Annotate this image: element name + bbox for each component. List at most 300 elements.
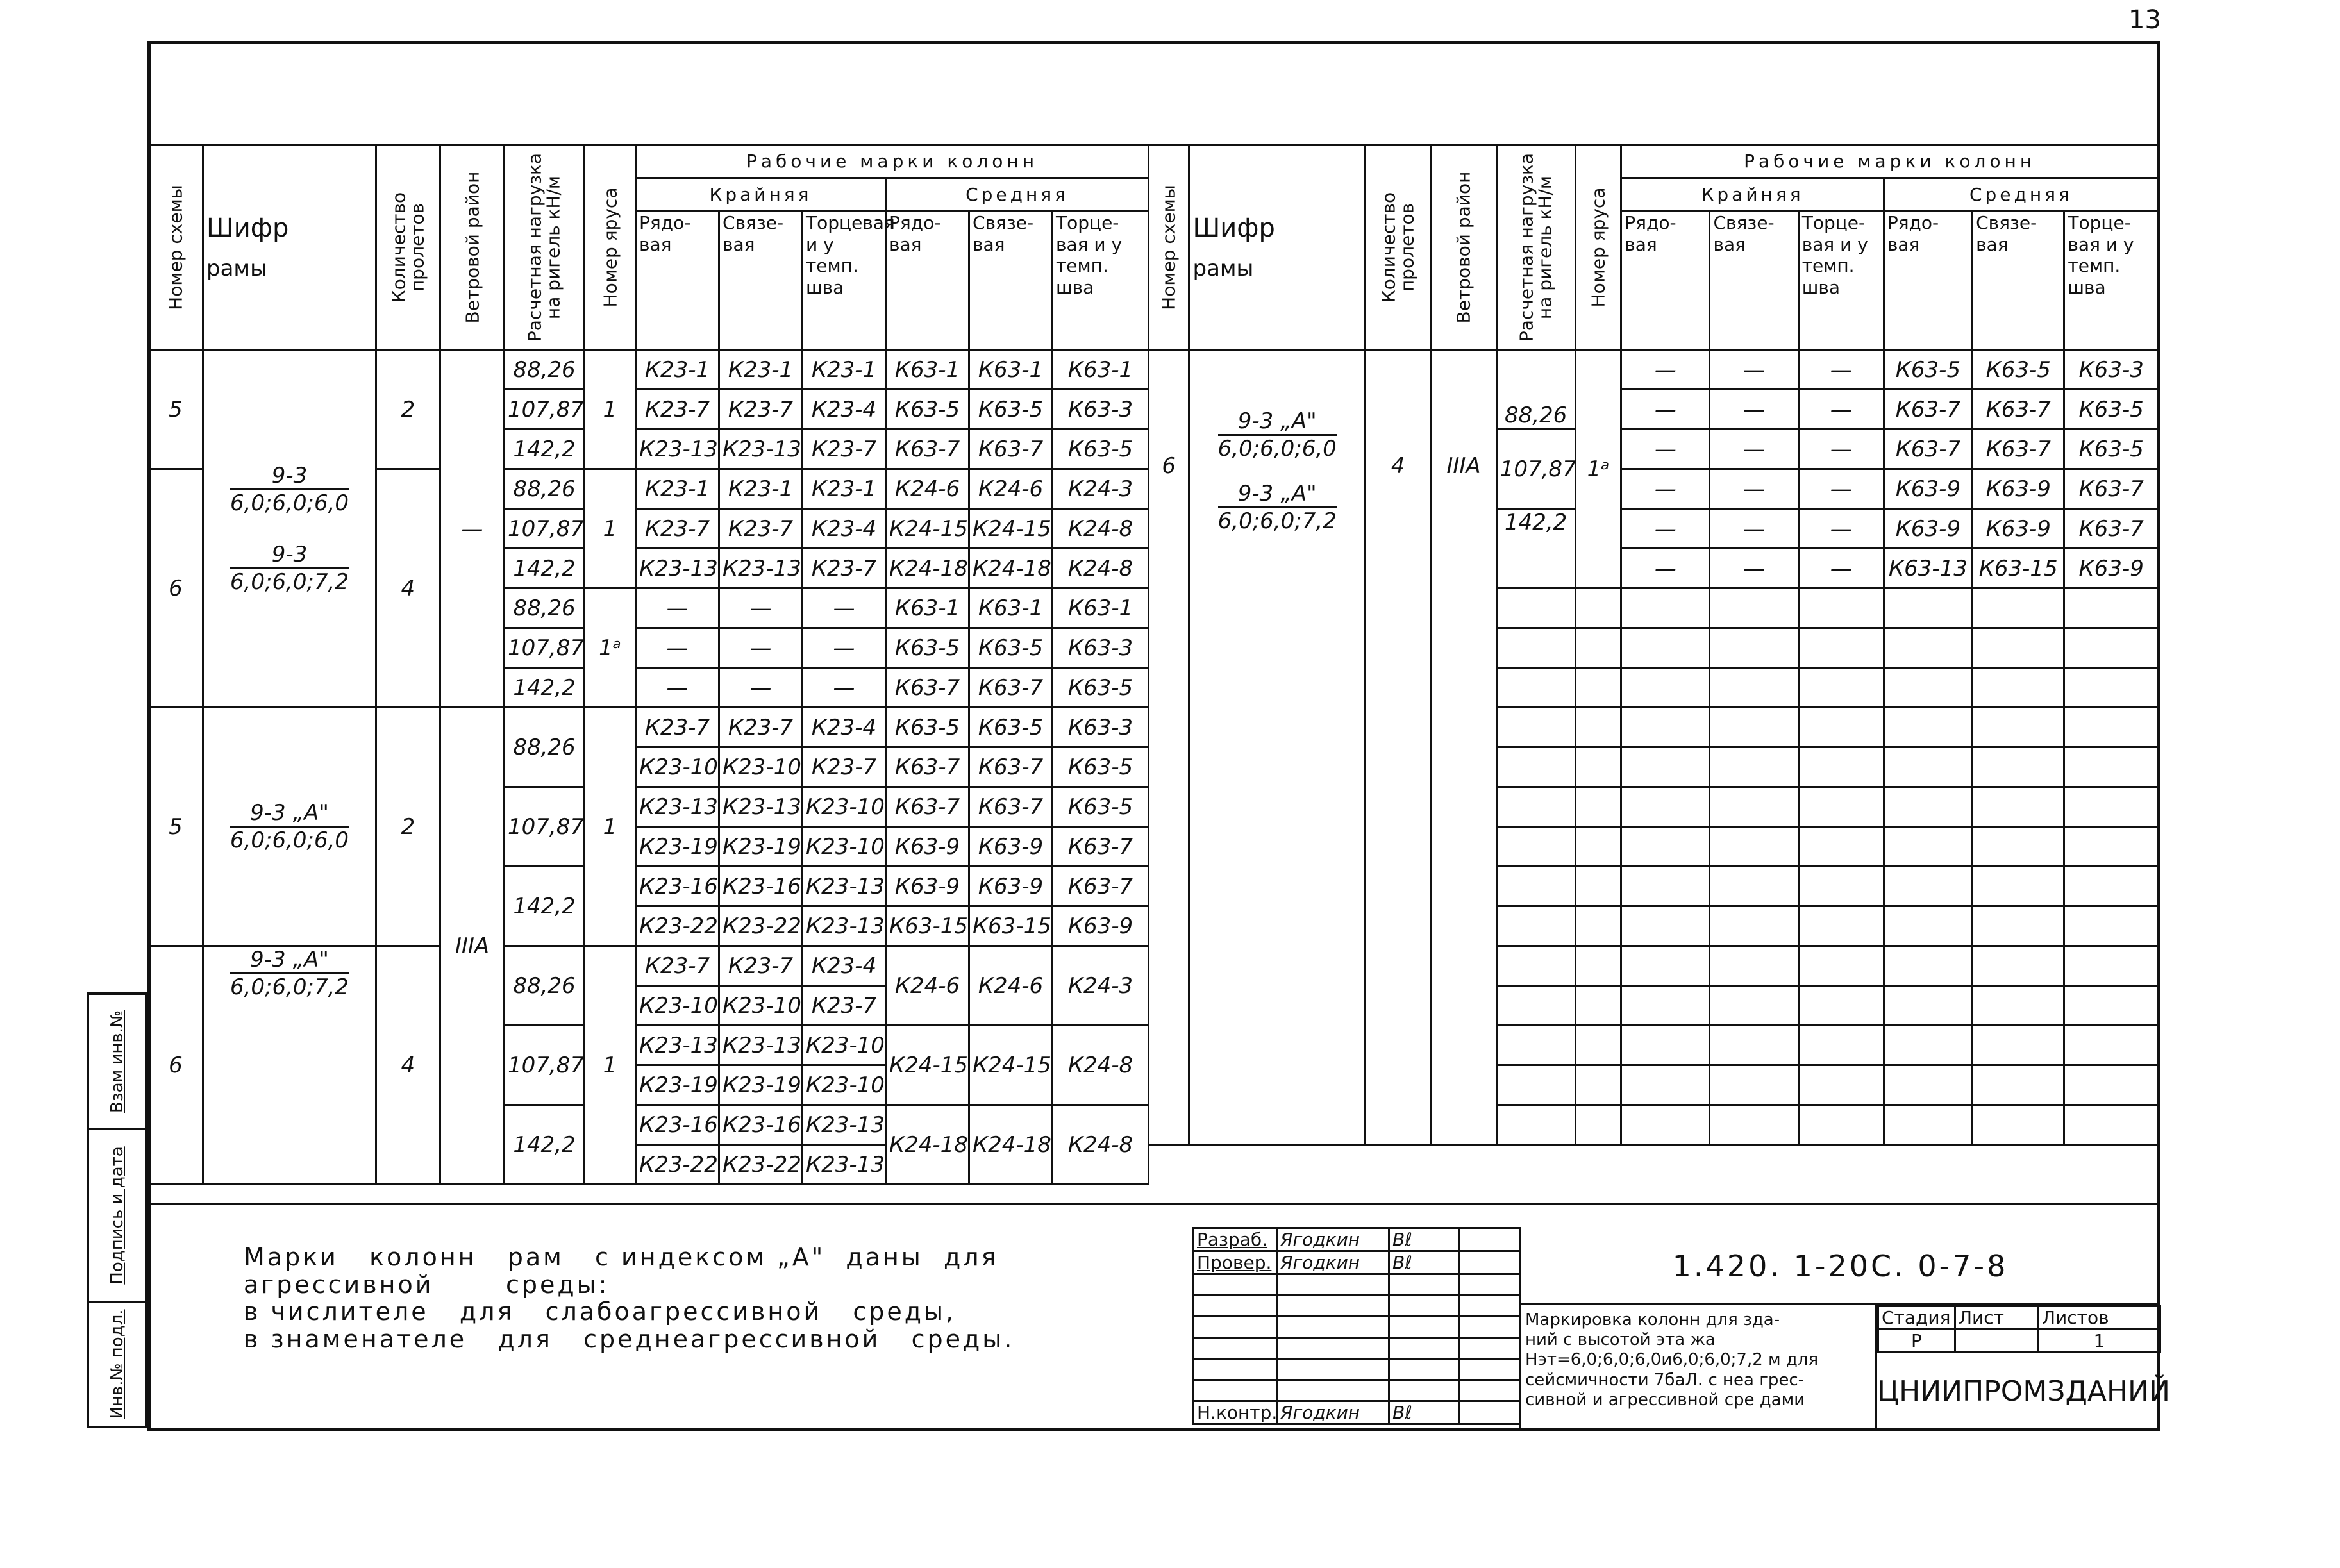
mark-cell: К63-1 <box>886 350 969 390</box>
mark-cell: К23-10 <box>803 787 886 827</box>
mark-cell: К63-1 <box>886 588 969 628</box>
mark-cell: К24-18 <box>969 549 1053 588</box>
mark-cell: К23-13 <box>803 906 886 946</box>
empty-cell <box>1621 946 1710 986</box>
empty-cell <box>1973 787 2064 827</box>
g1-tier-b: 1 <box>585 469 636 588</box>
mark-cell: — <box>636 668 719 708</box>
mark-cell: — <box>1621 390 1710 430</box>
empty-cell <box>1389 1359 1460 1380</box>
g2-spans-a: 2 <box>376 708 440 946</box>
empty-cell <box>1496 867 1575 906</box>
mark-cell: К63-7 <box>969 668 1053 708</box>
load-cell: 88,26 <box>505 350 585 390</box>
mark-cell: К23-13 <box>719 549 803 588</box>
mark-cell: — <box>1621 509 1710 549</box>
hdr-spans: Количество пролетов <box>1365 145 1430 350</box>
mark-cell: К24-15 <box>969 1026 1053 1105</box>
empty-cell <box>1277 1317 1389 1338</box>
empty-cell <box>1496 1065 1575 1105</box>
mark-cell: К23-7 <box>719 946 803 986</box>
empty-cell <box>1496 787 1575 827</box>
mark-cell: К63-7 <box>886 747 969 787</box>
mark-cell: К23-10 <box>803 1065 886 1105</box>
mark-cell: К23-13 <box>636 787 719 827</box>
mark-cell: К63-9 <box>1973 509 2064 549</box>
mark-cell: К23-13 <box>803 1145 886 1185</box>
empty-cell <box>1710 986 1798 1026</box>
empty-cell <box>2064 906 2159 946</box>
empty-cell <box>1710 1026 1798 1065</box>
table-bottom-rule <box>147 1203 2160 1205</box>
empty-cell <box>1389 1338 1460 1359</box>
empty-cell <box>1460 1251 1521 1274</box>
load-cell: 142,2 <box>505 867 585 946</box>
load-cell: 142,2 <box>505 430 585 469</box>
hdr-edge: Крайняя <box>1621 178 1884 212</box>
empty-cell <box>1798 827 1884 867</box>
load-cell: 88,26 <box>505 946 585 1026</box>
mark-cell: К63-5 <box>969 390 1053 430</box>
mark-cell: К63-3 <box>1053 708 1149 747</box>
mark-cell: К23-7 <box>803 430 886 469</box>
mark-cell: К63-9 <box>2064 549 2159 588</box>
mark-cell: К63-9 <box>1884 509 1972 549</box>
mark-cell: К23-7 <box>636 509 719 549</box>
empty-cell <box>1710 588 1798 628</box>
mark-cell: К63-7 <box>1973 430 2064 469</box>
empty-cell <box>1460 1274 1521 1296</box>
empty-cell <box>1710 946 1798 986</box>
stage-value: Р <box>1878 1330 1955 1353</box>
signature-icon: Вℓ <box>1389 1228 1460 1251</box>
empty-cell <box>1621 787 1710 827</box>
mark-cell: — <box>1621 430 1710 469</box>
hdr-spans: Количество пролетов <box>376 145 440 350</box>
empty-cell <box>1884 827 1972 867</box>
r-tier: 1ᵃ <box>1575 350 1621 588</box>
empty-cell <box>2064 1026 2159 1065</box>
mark-cell: К63-7 <box>969 787 1053 827</box>
right-marks-table <box>1148 144 2159 1146</box>
signature-icon: Вℓ <box>1389 1251 1460 1274</box>
empty-cell <box>1798 1065 1884 1105</box>
mark-cell: К24-18 <box>969 1105 1053 1185</box>
g2-spans-b: 4 <box>376 946 440 1185</box>
mark-cell: К23-22 <box>636 1145 719 1185</box>
left-side-strip <box>87 992 147 1428</box>
empty-cell <box>1621 628 1710 668</box>
empty-cell <box>1389 1380 1460 1401</box>
empty-cell <box>2064 827 2159 867</box>
mark-cell: К23-7 <box>719 509 803 549</box>
g1-scheme-a: 5 <box>149 350 203 469</box>
empty-cell <box>1798 1105 1884 1145</box>
mark-cell: К24-8 <box>1053 509 1149 549</box>
empty-cell <box>1884 1026 1972 1065</box>
empty-cell <box>1884 1065 1972 1105</box>
empty-cell <box>1621 986 1710 1026</box>
mark-cell: — <box>803 668 886 708</box>
empty-cell <box>1621 867 1710 906</box>
hdr-scheme-no: Номер схемы <box>149 145 203 350</box>
hdr-braced-edge: Связе- вая <box>719 212 803 350</box>
empty-cell <box>2064 628 2159 668</box>
mark-cell: К24-6 <box>886 469 969 509</box>
mark-cell: К63-9 <box>886 827 969 867</box>
mark-cell: К63-5 <box>886 628 969 668</box>
mark-cell: — <box>1710 509 1798 549</box>
mark-cell: К63-7 <box>969 430 1053 469</box>
empty-cell <box>1710 1065 1798 1105</box>
document-code: 1.420. 1-20С. 0-7-8 <box>1519 1227 2159 1305</box>
mark-cell: К23-1 <box>636 469 719 509</box>
mark-cell: К23-13 <box>636 549 719 588</box>
empty-cell <box>1798 946 1884 986</box>
r-load-a: 88,26 <box>1496 350 1575 430</box>
left-marks-table <box>147 144 1149 1185</box>
mark-cell: К63-7 <box>1973 390 2064 430</box>
g2-scheme-b: 6 <box>149 946 203 1185</box>
mark-cell: К63-7 <box>886 787 969 827</box>
mark-cell: — <box>1710 549 1798 588</box>
empty-cell <box>1973 986 2064 1026</box>
empty-cell <box>1575 747 1621 787</box>
mark-cell: К24-8 <box>1053 1105 1149 1185</box>
empty-cell <box>1621 827 1710 867</box>
empty-cell <box>1798 708 1884 747</box>
mark-cell: К23-16 <box>636 867 719 906</box>
hdr-scheme-no: Номер схемы <box>1149 145 1189 350</box>
empty-cell <box>1710 827 1798 867</box>
signature-icon: Вℓ <box>1389 1401 1460 1424</box>
empty-cell <box>1798 787 1884 827</box>
empty-cell <box>1575 946 1621 986</box>
mark-cell: К23-1 <box>719 350 803 390</box>
empty-cell <box>1973 1065 2064 1105</box>
empty-cell <box>1973 946 2064 986</box>
hdr-edge: Крайняя <box>636 178 886 212</box>
mark-cell: К24-8 <box>1053 1026 1149 1105</box>
mark-cell: К23-7 <box>636 708 719 747</box>
mark-cell: К23-13 <box>719 430 803 469</box>
mark-cell: К63-5 <box>2064 430 2159 469</box>
g2-cipher-b: $\frac{9-3 „А"}{6,0;6,0;7,2}$ <box>203 946 376 1185</box>
mark-cell: К24-15 <box>969 509 1053 549</box>
empty-cell <box>1575 708 1621 747</box>
r-scheme: 6 <box>1149 350 1189 1145</box>
mark-cell: К23-10 <box>719 747 803 787</box>
hdr-tier: Номер яруса <box>585 145 636 350</box>
mark-cell: К24-6 <box>969 946 1053 1026</box>
mark-cell: К63-3 <box>1053 390 1149 430</box>
hdr-end-middle: Торце- вая и у темп. шва <box>2064 212 2159 350</box>
hdr-working-marks: Рабочие марки колонн <box>1621 145 2159 178</box>
mark-cell: К23-19 <box>636 1065 719 1105</box>
mark-cell: К23-10 <box>803 1026 886 1065</box>
mark-cell: К63-5 <box>886 708 969 747</box>
empty-cell <box>1973 628 2064 668</box>
mark-cell: К63-7 <box>886 668 969 708</box>
mark-cell: — <box>1710 390 1798 430</box>
empty-cell <box>1575 588 1621 628</box>
load-cell: 107,87 <box>505 390 585 430</box>
mark-cell: К23-7 <box>719 390 803 430</box>
empty-cell <box>1496 986 1575 1026</box>
empty-cell <box>1496 588 1575 628</box>
mark-cell: — <box>803 628 886 668</box>
mark-cell: К23-1 <box>803 350 886 390</box>
mark-cell: — <box>1621 469 1710 509</box>
mark-cell: К63-13 <box>1884 549 1972 588</box>
mark-cell: К63-9 <box>969 867 1053 906</box>
mark-cell: К23-16 <box>719 867 803 906</box>
mark-cell: К63-7 <box>2064 509 2159 549</box>
note-line: в знаменателе для среднеагрессивной среды. <box>244 1324 1015 1353</box>
load-cell: 142,2 <box>505 668 585 708</box>
stamp-name: Ягодкин <box>1277 1401 1389 1424</box>
mark-cell: — <box>636 628 719 668</box>
empty-cell <box>1575 1105 1621 1145</box>
desc-line: Маркировка колонн для зда- <box>1525 1310 1780 1330</box>
empty-cell <box>1194 1317 1277 1338</box>
r-wind: IIIА <box>1431 350 1496 1145</box>
note-line: в числителе для слабоагрессивной среды, <box>244 1297 957 1326</box>
empty-cell <box>1194 1380 1277 1401</box>
empty-cell <box>1621 668 1710 708</box>
mark-cell: К63-5 <box>1053 668 1149 708</box>
mark-cell: К63-7 <box>1884 430 1972 469</box>
g2-wind: IIIА <box>440 708 505 1185</box>
empty-cell <box>1575 628 1621 668</box>
mark-cell: К24-3 <box>1053 946 1149 1026</box>
empty-cell <box>1496 668 1575 708</box>
mark-cell: К24-6 <box>969 469 1053 509</box>
empty-cell <box>1973 1105 2064 1145</box>
mark-cell: К23-7 <box>636 390 719 430</box>
empty-cell <box>1710 668 1798 708</box>
empty-cell <box>1710 787 1798 827</box>
empty-cell <box>1884 787 1972 827</box>
mark-cell: К24-15 <box>886 1026 969 1105</box>
g1-wind: — <box>440 350 505 708</box>
mark-cell: К63-5 <box>969 628 1053 668</box>
hdr-end-middle: Торце- вая и у темп. шва <box>1053 212 1149 350</box>
empty-cell <box>1621 1065 1710 1105</box>
empty-cell <box>1496 1026 1575 1065</box>
hdr-load: Расчетная нагрузка на ригель кН/м <box>505 145 585 350</box>
empty-cell <box>2064 708 2159 747</box>
mark-cell: К23-10 <box>636 747 719 787</box>
desc-line: Hэт=6,0;6,0;6,0и6,0;6,0;7,2 м для <box>1525 1350 1819 1370</box>
mark-cell: К63-9 <box>1973 469 2064 509</box>
mark-cell: К63-7 <box>1884 390 1972 430</box>
mark-cell: К23-7 <box>803 549 886 588</box>
sheet-description <box>1519 1305 1877 1428</box>
hdr-braced-middle: Связе- вая <box>1973 212 2064 350</box>
mark-cell: — <box>803 588 886 628</box>
mark-cell: К23-13 <box>719 787 803 827</box>
empty-cell <box>2064 1105 2159 1145</box>
g2-tier-b: 1 <box>585 946 636 1185</box>
mark-cell: К63-15 <box>1973 549 2064 588</box>
empty-cell <box>1798 588 1884 628</box>
empty-cell <box>1460 1359 1521 1380</box>
stage-label: Стадия <box>1878 1306 1955 1330</box>
load-cell: 88,26 <box>505 469 585 509</box>
empty-cell <box>1973 1026 2064 1065</box>
empty-cell <box>1194 1338 1277 1359</box>
mark-cell: К23-4 <box>803 946 886 986</box>
mark-cell: К63-9 <box>969 827 1053 867</box>
empty-cell <box>1710 906 1798 946</box>
sheet-value <box>1955 1330 2039 1353</box>
strip-inv-vzam: Взам инв.№ <box>89 995 145 1130</box>
page-number: 13 <box>2128 5 2161 35</box>
organization-name: ЦНИИПРОМЗДАНИЙ <box>1877 1375 2170 1408</box>
empty-cell <box>1973 708 2064 747</box>
empty-cell <box>1496 827 1575 867</box>
mark-cell: К63-5 <box>1053 430 1149 469</box>
mark-cell: — <box>1710 430 1798 469</box>
empty-cell <box>1884 708 1972 747</box>
empty-cell <box>1575 1026 1621 1065</box>
sheets-label: Листов <box>2039 1306 2160 1330</box>
mark-cell: К23-4 <box>803 708 886 747</box>
empty-cell <box>1973 588 2064 628</box>
empty-cell <box>1621 1026 1710 1065</box>
empty-cell <box>1389 1317 1460 1338</box>
mark-cell: К63-7 <box>969 747 1053 787</box>
mark-cell: К63-3 <box>2064 350 2159 390</box>
mark-cell: К63-9 <box>886 867 969 906</box>
stamp-signatures <box>1192 1227 1521 1425</box>
mark-cell: К63-7 <box>1053 867 1149 906</box>
empty-cell <box>1460 1296 1521 1317</box>
mark-cell: К23-10 <box>636 986 719 1026</box>
mark-cell: К63-1 <box>969 350 1053 390</box>
empty-cell <box>1460 1380 1521 1401</box>
sheet-label: Лист <box>1955 1306 2039 1330</box>
hdr-wind: Ветровой район <box>1431 145 1496 350</box>
empty-cell <box>1460 1317 1521 1338</box>
load-cell: 88,26 <box>505 708 585 787</box>
hdr-ordinary-edge: Рядо- вая <box>1621 212 1710 350</box>
mark-cell: — <box>719 668 803 708</box>
mark-cell: К24-18 <box>886 549 969 588</box>
empty-cell <box>1710 1105 1798 1145</box>
empty-cell <box>1710 708 1798 747</box>
empty-cell <box>1575 787 1621 827</box>
hdr-load: Расчетная нагрузка на ригель кН/м <box>1496 145 1575 350</box>
empty-cell <box>1575 867 1621 906</box>
empty-cell <box>2064 986 2159 1026</box>
mark-cell: К63-5 <box>886 390 969 430</box>
mark-cell: К23-13 <box>719 1026 803 1065</box>
mark-cell: К23-10 <box>719 986 803 1026</box>
empty-cell <box>1710 867 1798 906</box>
empty-cell <box>1575 986 1621 1026</box>
mark-cell: К24-3 <box>1053 469 1149 509</box>
mark-cell: К23-13 <box>803 1105 886 1145</box>
empty-cell <box>1575 1065 1621 1105</box>
mark-cell: К63-5 <box>2064 390 2159 430</box>
empty-cell <box>1973 747 2064 787</box>
empty-cell <box>1973 827 2064 867</box>
mark-cell: К23-22 <box>636 906 719 946</box>
mark-cell: К23-4 <box>803 509 886 549</box>
g2-cipher-a: $\frac{9-3 „А"}{6,0;6,0;6,0}$ <box>203 708 376 946</box>
hdr-middle: Средняя <box>1884 178 2158 212</box>
mark-cell: К63-7 <box>1053 827 1149 867</box>
mark-cell: К23-19 <box>636 827 719 867</box>
empty-cell <box>1884 747 1972 787</box>
empty-cell <box>2064 668 2159 708</box>
note-line: Марки колонн рам с индексом „А" даны для <box>244 1243 999 1271</box>
note-line: агрессивной среды: <box>244 1270 610 1299</box>
mark-cell: К23-22 <box>719 906 803 946</box>
mark-cell: К23-1 <box>719 469 803 509</box>
hdr-working-marks: Рабочие марки колонн <box>636 145 1149 178</box>
empty-cell <box>1710 747 1798 787</box>
empty-cell <box>1884 1105 1972 1145</box>
notes <box>244 1244 1014 1353</box>
empty-cell <box>1389 1274 1460 1296</box>
stamp-role: Н.контр. <box>1194 1401 1277 1424</box>
empty-cell <box>1884 906 1972 946</box>
stamp-role: Разраб. <box>1194 1228 1277 1251</box>
mark-cell: К23-10 <box>803 827 886 867</box>
empty-cell <box>1798 906 1884 946</box>
hdr-braced-edge: Связе- вая <box>1710 212 1798 350</box>
mark-cell: К63-5 <box>1053 787 1149 827</box>
empty-cell <box>1973 668 2064 708</box>
empty-cell <box>1496 1105 1575 1145</box>
empty-cell <box>1277 1380 1389 1401</box>
load-cell: 107,87 <box>505 509 585 549</box>
empty-cell <box>1621 747 1710 787</box>
empty-cell <box>1884 986 1972 1026</box>
empty-cell <box>1798 1026 1884 1065</box>
stage-table <box>1877 1305 2161 1353</box>
mark-cell: К23-19 <box>719 1065 803 1105</box>
hdr-braced-middle: Связе- вая <box>969 212 1053 350</box>
title-block <box>1192 1227 2170 1428</box>
empty-cell <box>1884 946 1972 986</box>
hdr-wind: Ветровой район <box>440 145 505 350</box>
empty-cell <box>1798 668 1884 708</box>
mark-cell: К63-15 <box>969 906 1053 946</box>
mark-cell: К23-16 <box>636 1105 719 1145</box>
hdr-cipher: Шифр рамы <box>203 145 376 350</box>
empty-cell <box>1884 668 1972 708</box>
g1-scheme-b: 6 <box>149 469 203 708</box>
hdr-cipher: Шифр рамы <box>1189 145 1365 350</box>
r-load-b: 107,87 <box>1496 430 1575 509</box>
hdr-ordinary-edge: Рядо- вая <box>636 212 719 350</box>
hdr-end-edge: Торцевая и у темп. шва <box>803 212 886 350</box>
empty-cell <box>1194 1296 1277 1317</box>
desc-line: сивной и агрессивной сре дами <box>1525 1390 1805 1410</box>
mark-cell: — <box>1798 390 1884 430</box>
mark-cell: К23-1 <box>636 350 719 390</box>
mark-cell: К24-15 <box>886 509 969 549</box>
mark-cell: — <box>1798 350 1884 390</box>
load-cell: 107,87 <box>505 787 585 867</box>
empty-cell <box>1621 1105 1710 1145</box>
strip-sign-date: Подпись и дата <box>89 1130 145 1303</box>
load-cell: 88,26 <box>505 588 585 628</box>
